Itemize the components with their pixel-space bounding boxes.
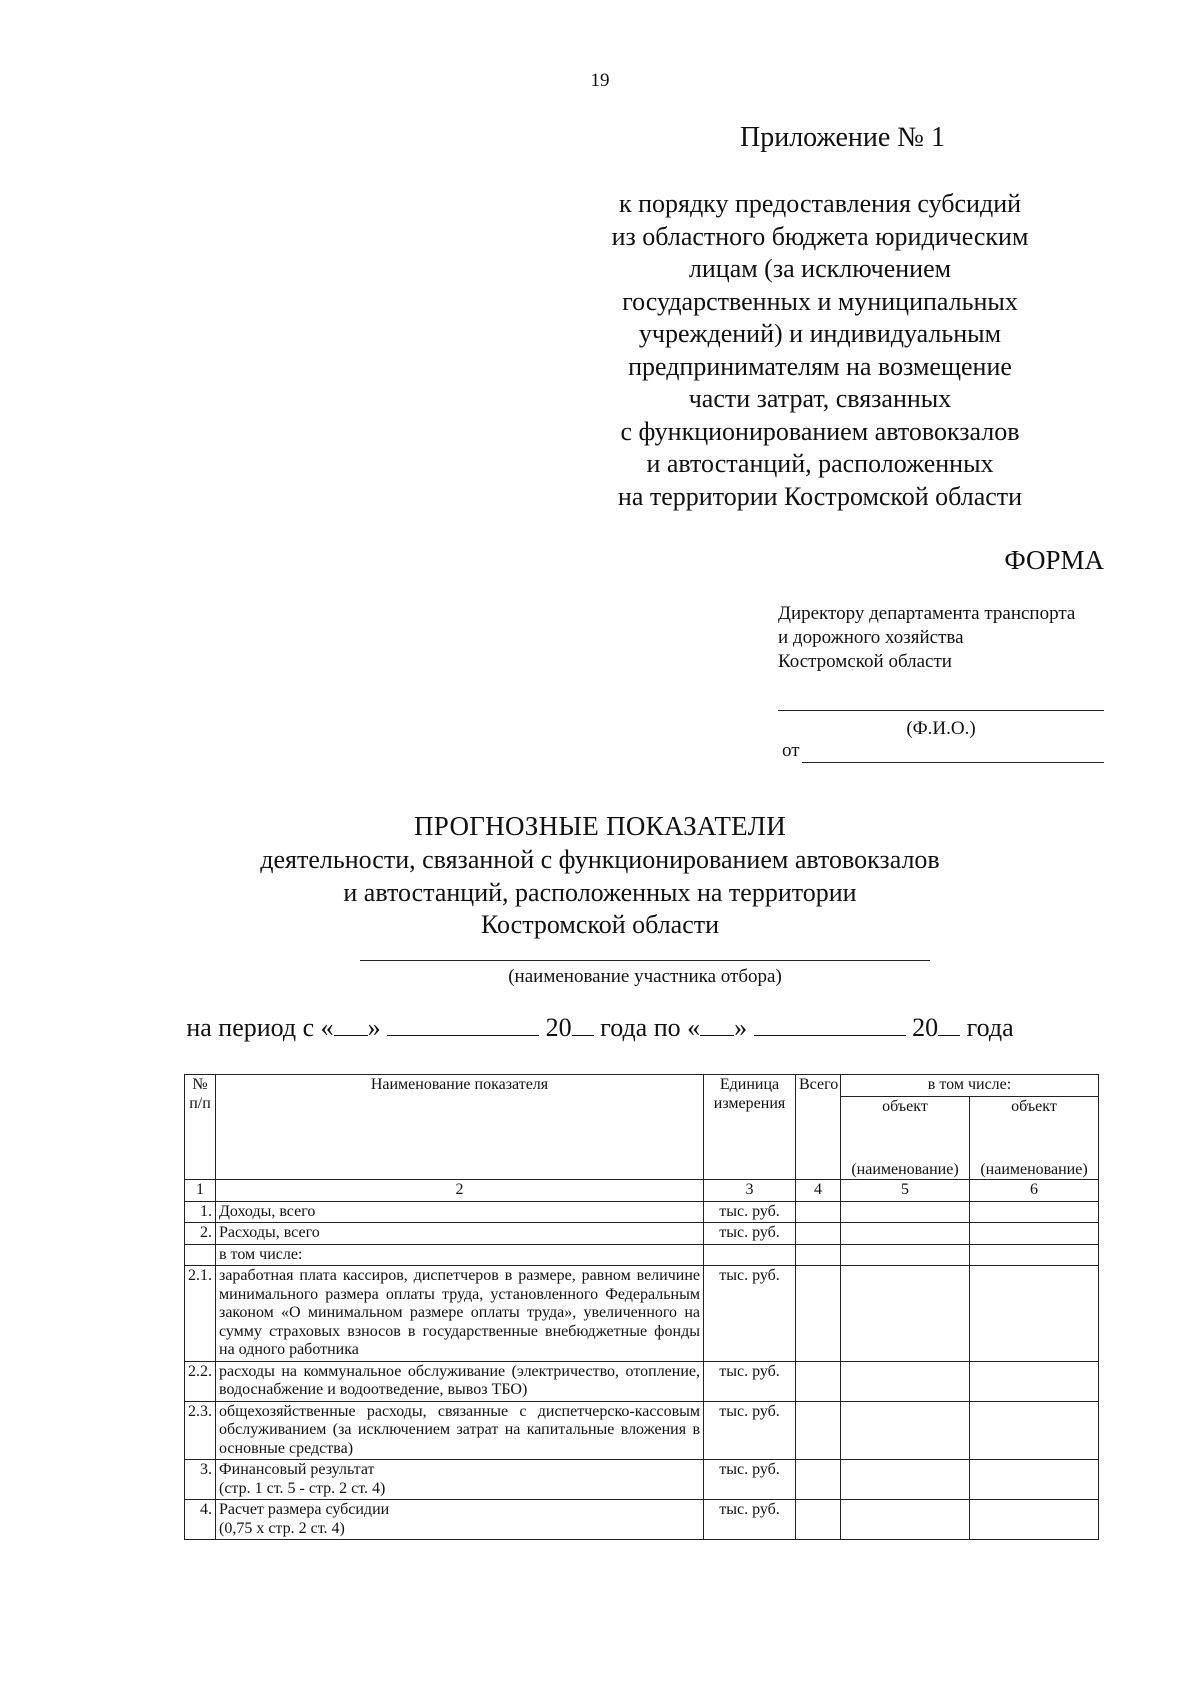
appendix-line: из областного бюджета юридическим <box>611 221 1029 251</box>
period-text: на период с « <box>186 1013 334 1042</box>
day-from-blank[interactable] <box>334 1015 368 1036</box>
appendix-line: на территории Костромской области <box>617 481 1023 511</box>
appendix-title: Приложение № 1 <box>740 122 945 153</box>
cell-object-1[interactable] <box>841 1460 970 1500</box>
row-name: общехозяйственные расходы, связанные с диспетчерско-кассовым обслуживанием (за исключением затрат на капитальные вложения в основные средства) <box>216 1401 704 1460</box>
cell-object-2[interactable] <box>970 1223 1099 1245</box>
addressee-line: и дорожного хозяйства <box>778 627 964 648</box>
column-number: 6 <box>970 1180 1099 1202</box>
appendix-line: части затрат, связанных <box>688 384 952 413</box>
cell-object-1[interactable] <box>841 1201 970 1223</box>
row-number: 2.2. <box>185 1361 216 1401</box>
period-text: 20 <box>912 1013 939 1042</box>
cell-total[interactable] <box>796 1266 841 1362</box>
cell-object-2[interactable] <box>970 1460 1099 1500</box>
cell-total[interactable] <box>796 1244 841 1266</box>
header-num: № п/п <box>185 1075 216 1180</box>
fio-blank-line[interactable] <box>778 710 1104 711</box>
cell-object-2[interactable] <box>970 1266 1099 1362</box>
appendix-line: государственных и муниципальных <box>622 286 1018 316</box>
header-object-2-name: (наименование) <box>970 1161 1099 1180</box>
row-name: Доходы, всего <box>216 1201 704 1223</box>
cell-object-1[interactable] <box>841 1401 970 1460</box>
column-number: 3 <box>704 1180 796 1202</box>
subtitle-line: Костромской области <box>480 910 720 939</box>
year-to-blank[interactable] <box>938 1015 960 1036</box>
from-label: от <box>782 740 800 761</box>
cell-total[interactable] <box>796 1361 841 1401</box>
cell-total[interactable] <box>796 1201 841 1223</box>
header-object-2: объект <box>970 1096 1099 1161</box>
column-number: 2 <box>216 1180 704 1202</box>
row-number: 4. <box>185 1500 216 1540</box>
table-row <box>185 1361 1099 1401</box>
column-number-row <box>185 1180 1099 1202</box>
column-number: 4 <box>796 1180 841 1202</box>
from-blank-line[interactable] <box>802 762 1104 763</box>
appendix-line: и автостанций, расположенных <box>646 449 994 478</box>
cell-object-2[interactable] <box>970 1401 1099 1460</box>
row-unit: тыс. руб. <box>704 1266 796 1362</box>
period-text: 20 <box>545 1013 572 1042</box>
column-number: 5 <box>841 1180 970 1202</box>
cell-object-1[interactable] <box>841 1244 970 1266</box>
table-row <box>185 1201 1099 1223</box>
page-number: 19 <box>590 70 610 91</box>
cell-object-2[interactable] <box>970 1201 1099 1223</box>
appendix-text <box>560 188 1080 513</box>
cell-total[interactable] <box>796 1401 841 1460</box>
cell-total[interactable] <box>796 1460 841 1500</box>
period-text: года <box>966 1013 1014 1042</box>
participant-label: (наименование участника отбора) <box>508 966 782 987</box>
day-to-blank[interactable] <box>700 1015 734 1036</box>
participant-blank-line[interactable] <box>360 960 930 961</box>
month-from-blank[interactable] <box>387 1015 539 1036</box>
appendix-line: с функционированием автовокзалов <box>620 416 1020 446</box>
cell-object-2[interactable] <box>970 1500 1099 1540</box>
appendix-line: предпринимателям на возмещение <box>628 351 1012 381</box>
cell-total[interactable] <box>796 1500 841 1540</box>
period-text: » <box>734 1013 748 1042</box>
header-total: Всего <box>796 1075 841 1180</box>
row-name-cell <box>216 1460 704 1500</box>
row-formula: (стр. 1 ст. 5 - стр. 2 ст. 4) <box>219 1479 386 1497</box>
row-number: 3. <box>185 1460 216 1500</box>
period-line <box>0 1013 1200 1043</box>
row-number <box>185 1244 216 1266</box>
header-name: Наименование показателя <box>216 1075 704 1180</box>
row-unit: тыс. руб. <box>704 1361 796 1401</box>
subtitle-line: и автостанций, расположенных на территории <box>343 877 857 907</box>
cell-total[interactable] <box>796 1223 841 1245</box>
appendix-line: к порядку предоставления субсидий <box>618 189 1022 218</box>
appendix-line: лицам (за исключением <box>688 254 952 283</box>
period-text: года по « <box>600 1013 701 1042</box>
form-label: ФОРМА <box>1004 545 1104 575</box>
document-subtitle <box>200 844 1000 942</box>
table-row <box>185 1500 1099 1540</box>
fio-label: (Ф.И.О.) <box>906 718 976 739</box>
table-row <box>185 1223 1099 1245</box>
row-unit: тыс. руб. <box>704 1500 796 1540</box>
row-name: расходы на коммунальное обслуживание (электричество, отопление, водоснабжение и водоотведение, вывоз ТБО) <box>216 1361 704 1401</box>
year-from-blank[interactable] <box>572 1015 594 1036</box>
row-name: заработная плата кассиров, диспетчеров в размере, равном величине минимального размера оплаты труда, установленного Федеральным законом «О минимальном размере оплаты труда», увеличенного на сумму страховых взносов в государственные внебюджетные фонды на одного работника <box>216 1266 704 1362</box>
row-unit <box>704 1244 796 1266</box>
cell-object-1[interactable] <box>841 1500 970 1540</box>
row-unit: тыс. руб. <box>704 1401 796 1460</box>
cell-object-1[interactable] <box>841 1223 970 1245</box>
row-name: в том числе: <box>216 1244 704 1266</box>
document-title: ПРОГНОЗНЫЕ ПОКАЗАТЕЛИ <box>414 811 786 841</box>
cell-object-2[interactable] <box>970 1244 1099 1266</box>
row-unit: тыс. руб. <box>704 1201 796 1223</box>
row-unit: тыс. руб. <box>704 1460 796 1500</box>
month-to-blank[interactable] <box>754 1015 906 1036</box>
row-number: 2.1. <box>185 1266 216 1362</box>
appendix-line: учреждений) и индивидуальным <box>638 319 1002 348</box>
indicators-table <box>184 1074 1099 1540</box>
row-formula: (0,75 x стр. 2 ст. 4) <box>219 1519 345 1537</box>
header-object-1: объект <box>841 1096 970 1161</box>
table-row <box>185 1244 1099 1266</box>
row-name: Расходы, всего <box>216 1223 704 1245</box>
row-unit: тыс. руб. <box>704 1223 796 1245</box>
row-number: 2. <box>185 1223 216 1245</box>
header-object-1-name: (наименование) <box>841 1161 970 1180</box>
header-including: в том числе: <box>841 1075 1099 1097</box>
addressee-line: Директору департамента транспорта <box>778 603 1076 624</box>
header-unit: Единица измерения <box>704 1075 796 1180</box>
table-row <box>185 1266 1099 1362</box>
row-name-cell <box>216 1500 704 1540</box>
column-number: 1 <box>185 1180 216 1202</box>
table-row <box>185 1460 1099 1500</box>
row-number: 2.3. <box>185 1401 216 1460</box>
cell-object-1[interactable] <box>841 1361 970 1401</box>
addressee-line: Костромской области <box>778 651 952 672</box>
period-text: » <box>367 1013 381 1042</box>
subtitle-line: деятельности, связанной с функционированием автовокзалов <box>260 845 940 874</box>
table-header-row <box>185 1075 1099 1097</box>
addressee-block <box>778 602 1075 674</box>
row-name: Расчет размера субсидии <box>219 1501 390 1518</box>
cell-object-2[interactable] <box>970 1361 1099 1401</box>
row-name: Финансовый результат <box>219 1461 375 1478</box>
table-row <box>185 1401 1099 1460</box>
row-number: 1. <box>185 1201 216 1223</box>
cell-object-1[interactable] <box>841 1266 970 1362</box>
